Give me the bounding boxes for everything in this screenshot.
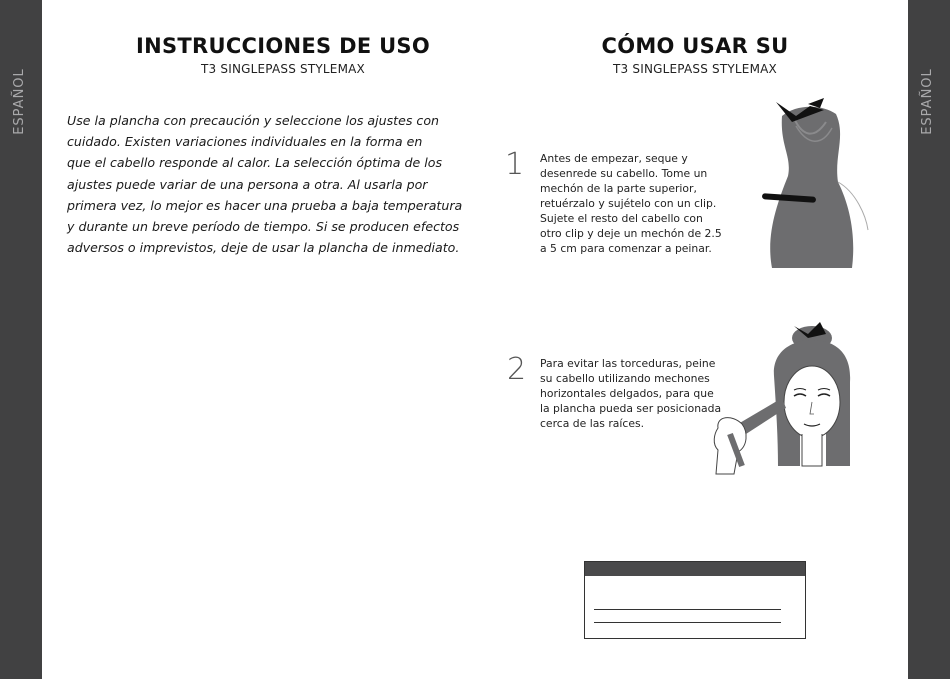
step-1-text bbox=[540, 151, 722, 256]
step-2-line: la plancha pueda ser posicionada bbox=[540, 402, 722, 415]
warning-paragraph bbox=[67, 110, 463, 258]
left-page-title: INSTRUCCIONES DE USO bbox=[135, 34, 431, 58]
warning-line: adversos o imprevistos, deje de usar la plancha de inmediato. bbox=[67, 240, 460, 256]
step-1-number: 1 bbox=[505, 147, 525, 182]
step-1-line: Sujete el resto del cabello con bbox=[540, 212, 703, 225]
step-2-text bbox=[540, 356, 721, 431]
step-1-line: retuérzalo y sujételo con un clip. bbox=[540, 197, 717, 210]
right-page-title: CÓMO USAR SU bbox=[601, 34, 789, 58]
step-2-line: horizontales delgados, para que bbox=[540, 387, 714, 400]
notes-line bbox=[594, 609, 781, 610]
step-1-line: a 5 cm para comenzar a peinar. bbox=[540, 242, 712, 255]
warning-line: que el cabello responde al calor. La selección óptima de los bbox=[67, 155, 443, 171]
step-1-line: mechón de la parte superior, bbox=[540, 182, 697, 195]
left-language-label: ESPAÑOL bbox=[11, 68, 27, 135]
notes-box-header bbox=[585, 562, 805, 576]
left-sidebar bbox=[0, 0, 42, 679]
notes-line bbox=[594, 622, 781, 623]
face-combing-illustration bbox=[708, 316, 858, 484]
step-1-line: Antes de empezar, seque y bbox=[540, 152, 688, 165]
notes-box bbox=[584, 561, 806, 639]
hair-back-clipped-illustration bbox=[752, 96, 872, 274]
step-2-number: 2 bbox=[507, 352, 527, 387]
right-page-subtitle: T3 SINGLEPASS STYLEMAX bbox=[613, 62, 777, 76]
step-2-line: su cabello utilizando mechones bbox=[540, 372, 710, 385]
warning-line: Use la plancha con precaución y seleccione los ajustes con bbox=[67, 113, 440, 128]
warning-line: primera vez, lo mejor es hacer una prueba a baja temperatura bbox=[67, 197, 463, 213]
step-2-line: Para evitar las torceduras, peine bbox=[540, 357, 716, 370]
right-sidebar bbox=[908, 0, 950, 679]
warning-line: ajustes puede variar de una persona a otra. Al usarla por bbox=[67, 176, 428, 192]
step-1-line: otro clip y deje un mechón de 2.5 bbox=[540, 227, 722, 240]
right-language-label: ESPAÑOL bbox=[919, 68, 935, 135]
step-2-line: cerca de las raíces. bbox=[540, 417, 645, 430]
warning-line: cuidado. Existen variaciones individuales en la forma en bbox=[67, 134, 423, 150]
warning-line: y durante un breve período de tiempo. Si se producen efectos bbox=[67, 219, 460, 235]
step-1-line: desenrede su cabello. Tome un bbox=[540, 167, 708, 180]
left-page-subtitle: T3 SINGLEPASS STYLEMAX bbox=[201, 62, 365, 76]
